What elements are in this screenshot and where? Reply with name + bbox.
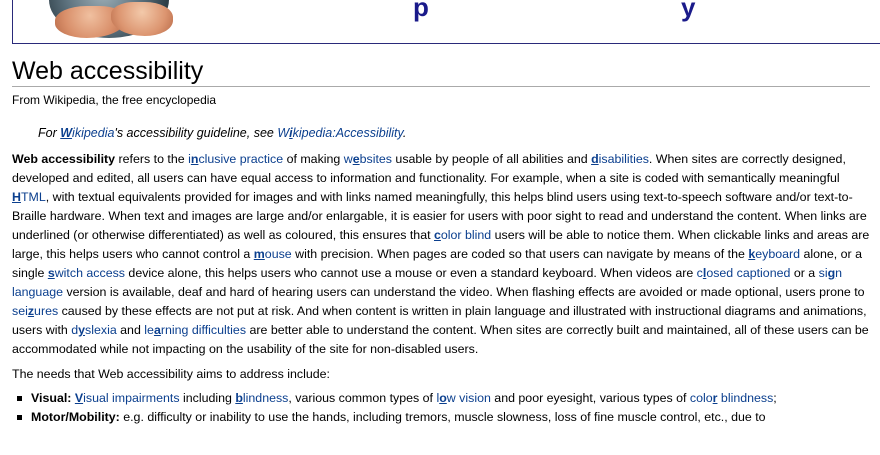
- html-link[interactable]: HTML: [12, 190, 46, 204]
- low-vision-link[interactable]: low vision: [436, 391, 491, 405]
- mouse-link[interactable]: mouse: [253, 247, 292, 261]
- dyslexia-link[interactable]: dyslexia: [71, 323, 117, 337]
- color-blindness-link[interactable]: color blindness: [689, 391, 774, 405]
- needs-intro: The needs that Web accessibility aims to address include:: [12, 367, 330, 381]
- switch-access-link[interactable]: switch access: [47, 266, 125, 280]
- websites-link[interactable]: websites: [343, 152, 392, 166]
- lead-paragraph: Web accessibility refers to the inclusive practice of making websites usable by people of all abilities and disabilities. When sites are correctly designed, developed and edited, all users can have equal access to information and functionality. For example, when a site is coded with semantically meaningful HTML, with textual equivalents provided for images and with links named meaningfully, this helps blind users using text-to-speech software and/or text-to-Braille hardware. When text and images are large and/or enlargable, it is easier for users with poor sight to read and understand the content. When links are underlined (or otherwise differentiated) as well as coloured, this ensures that color blind users will be able to notice them. When clickable links and areas are large, this helps users who cannot control a mouse with precision. When pages are coded so that users can navigate by means of the keyboard alone, or a single switch access device alone, this helps users who cannot use a mouse or even a standard keyboard. When videos are closed captioned or a sign language version is available, deaf and hard of hearing users can understand the video. When flashing effects are avoided or made optional, users prone to seizures caused by these effects are not put at risk. And when content is written in plain language and illustrated with instructional diagrams and animations, users with dyslexia and learning difficulties are better able to understand the content. When sites are correctly built and maintained, all of these users can be accommodated while not impacting on the usability of the site for non-disabled users.: [12, 152, 870, 356]
- wikipedia-link[interactable]: Wikipedia: [60, 126, 115, 140]
- page-banner: [12, 0, 880, 44]
- learning-difficulties-link[interactable]: learning difficulties: [144, 323, 247, 337]
- disabilities-link[interactable]: disabilities: [591, 152, 649, 166]
- wikipedia-accessibility-link[interactable]: Wikipedia:Accessibility: [277, 126, 403, 140]
- list-item: Visual: Visual impairments including blindness, various common types of low vision and poor eyesight, various types of color blindness;: [12, 389, 870, 408]
- article-content: [12, 56, 870, 427]
- closed-captioned-link[interactable]: closed captioned: [696, 266, 791, 280]
- visual-impairments-link[interactable]: Visual impairments: [74, 391, 180, 405]
- hatnote: For Wikipedia's accessibility guideline, see Wikipedia:Accessibility.: [38, 126, 407, 140]
- inclusive-practice-link[interactable]: inclusive practice: [188, 152, 284, 166]
- list-item: Motor/Mobility: e.g. difficulty or inability to use the hands, including tremors, muscle slowness, loss of fine muscle control, etc., due to: [12, 408, 870, 427]
- seizures-link[interactable]: seizures: [12, 304, 59, 318]
- list-item-label: Visual:: [31, 391, 72, 405]
- blindness-link[interactable]: blindness: [235, 391, 289, 405]
- color-blind-link[interactable]: color blind: [433, 228, 492, 242]
- site-subtitle: From Wikipedia, the free encyclopedia: [12, 93, 217, 107]
- sign-language-link[interactable]: sign language: [12, 266, 843, 299]
- needs-list: [12, 389, 870, 427]
- page-title: Web accessibility: [12, 56, 870, 87]
- banner-title-fragment-p: p: [413, 0, 429, 22]
- bold-term: Web accessibility: [12, 152, 116, 166]
- banner-title-fragment-y: y: [681, 0, 696, 22]
- list-item-label: Motor/Mobility:: [31, 410, 120, 424]
- keyboard-link[interactable]: keyboard: [748, 247, 801, 261]
